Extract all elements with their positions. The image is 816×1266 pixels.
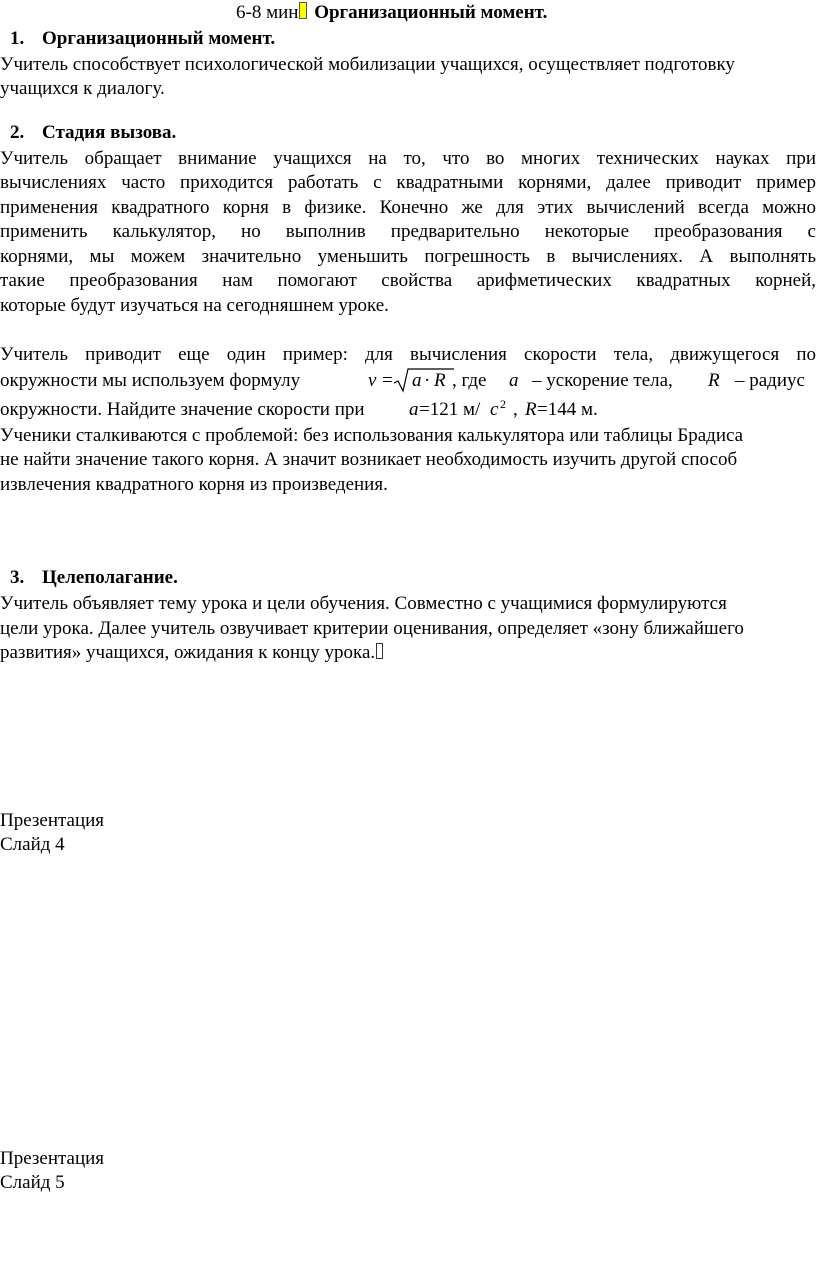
example-a-value: =121 м/: [419, 399, 481, 420]
example-find-text: окружности. Найдите значение скорости при: [0, 399, 365, 420]
speed-formula: [366, 367, 456, 393]
example-var-a: a: [509, 370, 519, 391]
section-2-text-line: Учитель обращает внимание учащихся на то, что во многих технических науках при: [0, 148, 816, 169]
section-2-text-line: такие преобразования нам помогают свойства арифметических квадратных корней,: [0, 270, 816, 291]
example-where: , где: [452, 370, 487, 391]
highlight-marker-icon: [299, 2, 307, 19]
section-1-title: Организационный момент.: [42, 28, 276, 49]
resource-label: Презентация: [0, 1148, 105, 1169]
resource-slide: Слайд 5: [0, 1172, 65, 1193]
section-2-heading: [10, 122, 176, 144]
section-3-title: Целеполагание.: [42, 567, 178, 588]
example-r-symbol: R: [525, 399, 537, 420]
problem-line: извлечения квадратного корня из произведения.: [0, 474, 388, 495]
section-2-text-line: корнями, мы можем значительно уменьшить погрешность в вычислениях. А выполнять: [0, 246, 816, 267]
section-1-text-line: Учитель способствует психологической мобилизации учащихся, осуществляет подготовку: [0, 54, 735, 75]
formula-v: v: [368, 370, 377, 391]
placeholder-glyph-icon: [376, 643, 383, 659]
example-var-r: R: [708, 370, 720, 391]
section-2-text-line: вычислениях часто приходится работать с квадратными корнями, далее приводит пример: [0, 172, 816, 193]
example-r-value: =144 м.: [537, 399, 598, 420]
section-2-text-line: применить калькулятор, но выполнив предварительно некоторые преобразования с: [0, 221, 816, 242]
problem-line: Ученики сталкиваются с проблемой: без использования калькулятора или таблицы Брадиса: [0, 425, 744, 446]
section-2-number: 2.: [10, 122, 25, 143]
problem-line: не найти значение такого корня. А значит возникает необходимость изучить другой способ: [0, 449, 738, 470]
resource-label: Презентация: [0, 810, 105, 831]
example-radius-text: – радиус: [735, 370, 805, 391]
example-a-symbol: a: [409, 399, 419, 420]
formula-dot: ·: [424, 370, 431, 391]
example-exponent: 2: [500, 397, 506, 411]
header-line: [236, 2, 547, 24]
section-2-text-line: применения квадратного корня в физике. Конечно же для этих вычислений всегда можно: [0, 197, 816, 218]
section-3-last-text: развития» учащихся, ожидания к концу урока.: [0, 642, 376, 663]
example-separator: ,: [513, 399, 518, 420]
section-3-text-line: [0, 641, 816, 665]
formula-equals: =: [382, 370, 393, 391]
header-title: Организационный момент.: [314, 2, 548, 23]
resource-slide: Слайд 4: [0, 834, 65, 855]
section-3-text-line: цели урока. Далее учитель озвучивает критерии оценивания, определяет «зону ближайшего: [0, 618, 744, 639]
section-2-title: Стадия вызова.: [42, 122, 177, 143]
example-line-2: [0, 367, 816, 395]
example-acceleration-text: – ускорение тела,: [532, 370, 673, 391]
section-1-number: 1.: [10, 28, 25, 49]
formula-a: a: [412, 370, 422, 391]
section-2-text-line: которые будут изучаться на сегодняшнем уроке.: [0, 295, 389, 316]
section-1-text-line: учащихся к диалогу.: [0, 78, 165, 99]
example-c-symbol: c: [490, 399, 499, 420]
section-3-heading: [10, 567, 178, 589]
header-time: 6-8 мин: [236, 2, 299, 23]
example-line-1: Учитель приводит еще один пример: для вычисления скорости тела, движущегося по: [0, 344, 816, 365]
section-3-text-line: Учитель объявляет тему урока и цели обучения. Совместно с учащимися формулируются: [0, 593, 727, 614]
example-line-3: [0, 396, 816, 424]
formula-r: R: [434, 370, 446, 391]
section-1-heading: [10, 28, 275, 50]
section-3-number: 3.: [10, 567, 25, 588]
example-formula-intro: окружности мы используем формулу: [0, 370, 301, 391]
